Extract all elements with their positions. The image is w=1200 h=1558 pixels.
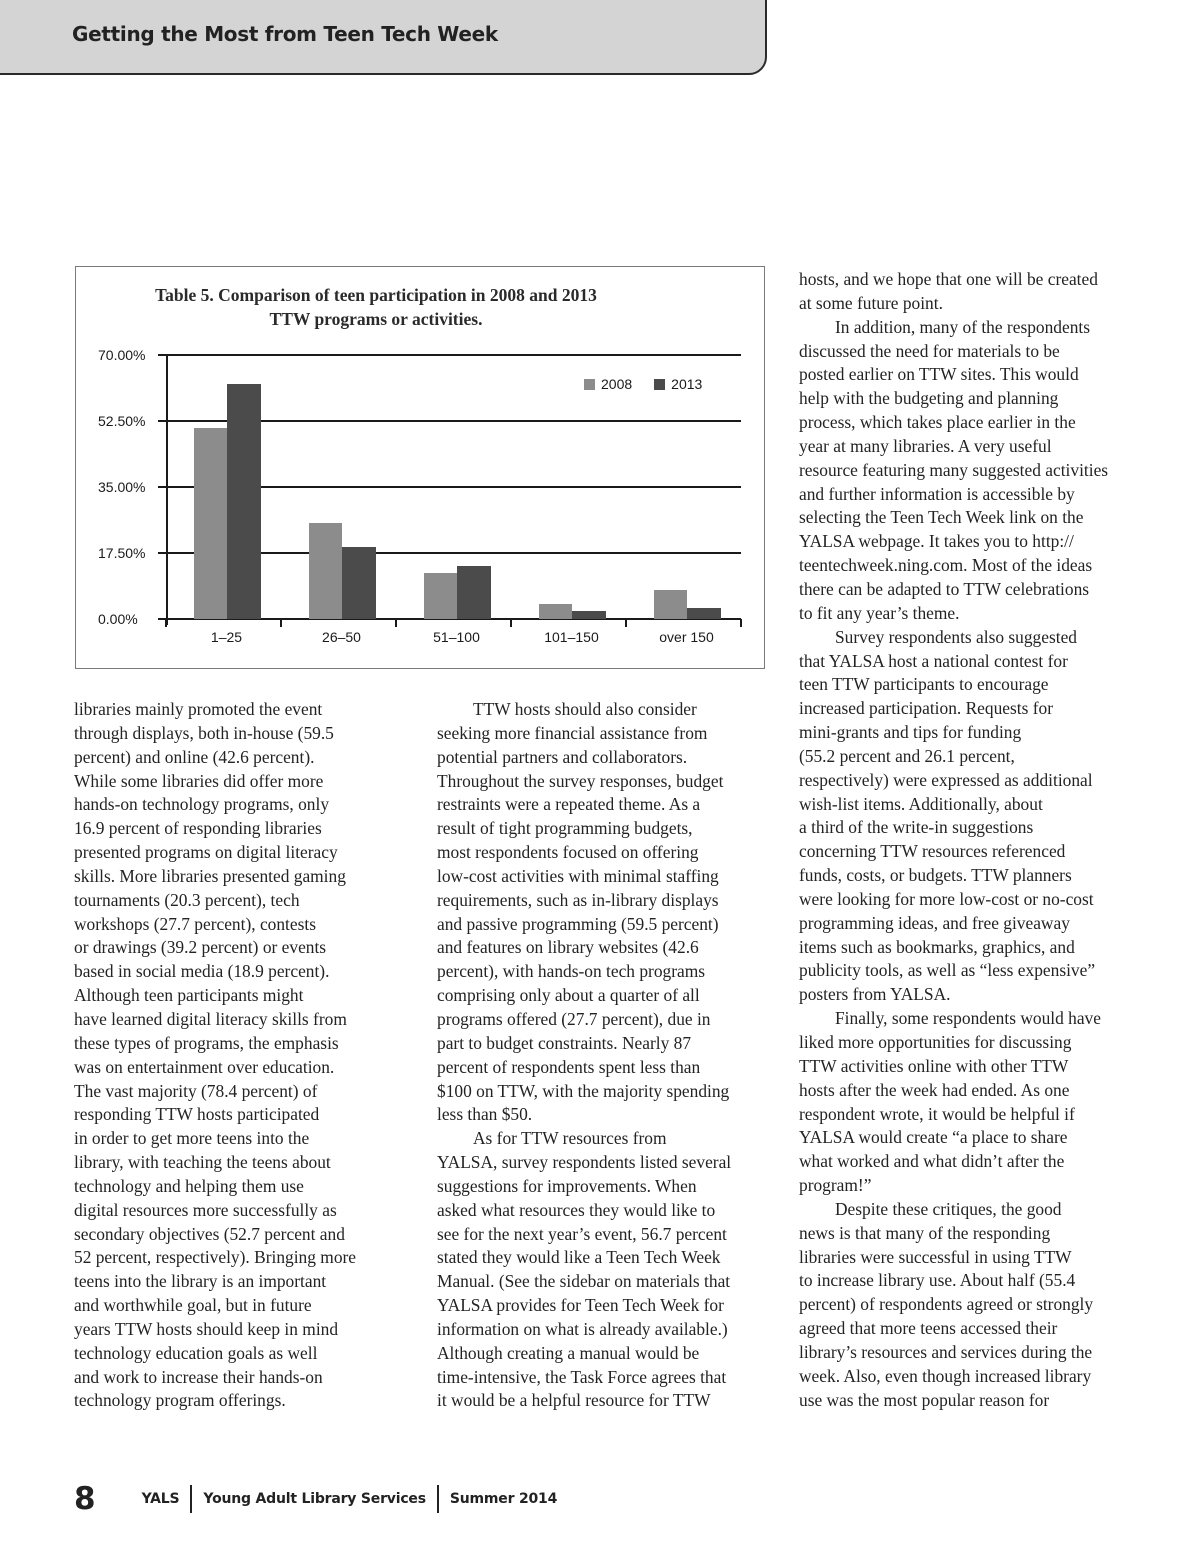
paragraph (799, 1198, 1134, 1413)
running-header-title: Getting the Most from Teen Tech Week (72, 22, 498, 46)
x-tick-label: 101–150 (544, 629, 599, 645)
legend-swatch-icon (584, 379, 595, 390)
text-line: Throughout the survey responses, budget (437, 770, 724, 791)
x-tick-mark (740, 619, 742, 627)
text-line: publicity tools, as well as “less expensive” (799, 960, 1096, 981)
text-line: Manual. (See the sidebar on materials that (437, 1271, 731, 1292)
footer-divider (190, 1485, 192, 1513)
text-line: TTW hosts should also consider (473, 699, 697, 719)
text-line: and passive programming (59.5 percent) (437, 913, 719, 934)
bar-2013-2 (457, 566, 491, 619)
text-line: see for the next year’s event, 56.7 percent (437, 1223, 727, 1244)
text-line: potential partners and collaborators. (437, 746, 688, 767)
text-line: Finally, some respondents would have (835, 1008, 1101, 1029)
text-column-3 (799, 268, 1134, 1413)
text-line: technology and helping them use (74, 1175, 304, 1196)
text-line: items such as bookmarks, graphics, and (799, 936, 1075, 957)
text-column-2 (437, 698, 767, 1413)
text-line: percent) and online (42.6 percent). (74, 746, 315, 767)
text-line: were looking for more low-cost or no-cost (799, 888, 1094, 909)
page-footer (74, 1481, 558, 1517)
text-line: While some libraries did offer more (74, 770, 324, 791)
text-line: information on what is already available.) (437, 1318, 728, 1339)
text-line: and features on library websites (42.6 (437, 937, 699, 958)
text-line: presented programs on digital literacy (74, 842, 338, 863)
text-line: or drawings (39.2 percent) or events (74, 937, 327, 958)
y-tick-label: 70.00% (98, 347, 146, 363)
chart-figure (75, 266, 765, 669)
text-line: and further information is accessible by (799, 483, 1075, 504)
paragraph (74, 698, 404, 1413)
text-line: years TTW hosts should keep in mind (74, 1318, 339, 1339)
text-line: mini-grants and tips for funding (799, 722, 1022, 743)
text-line: comprising only about a quarter of all (437, 985, 700, 1006)
text-line: 16.9 percent of responding libraries (74, 818, 322, 839)
text-line: wish-list items. Additionally, about (799, 793, 1043, 814)
chart-title (76, 283, 766, 331)
text-line: what worked and what didn’t after the (799, 1151, 1065, 1172)
text-line: $100 on TTW, with the majority spending (437, 1080, 730, 1101)
text-line: Despite these critiques, the good (835, 1198, 1062, 1219)
text-line: less than $50. (437, 1104, 533, 1125)
text-line: YALSA webpage. It takes you to http:// (799, 531, 1074, 552)
text-column-1 (74, 698, 404, 1413)
x-tick-label: 26–50 (322, 629, 361, 645)
bar-2008-3 (539, 604, 572, 619)
text-line: stated they would like a Teen Tech Week (437, 1247, 721, 1268)
text-line: percent of respondents spent less than (437, 1056, 701, 1077)
text-line: low-cost activities with minimal staffing (437, 865, 719, 886)
legend-item-2013 (654, 376, 702, 392)
text-line: seeking more financial assistance from (437, 722, 708, 743)
paragraph (799, 268, 1134, 316)
x-tick-mark (625, 619, 627, 627)
text-line: percent) of respondents agreed or strongly (799, 1294, 1094, 1315)
text-line: library, with teaching the teens about (74, 1152, 331, 1173)
text-line: there can be adapted to TTW celebrations (799, 578, 1090, 599)
text-line: respectively) were expressed as additional (799, 769, 1093, 790)
text-line: to fit any year’s theme. (799, 602, 960, 623)
bar-2013-0 (227, 384, 261, 619)
text-line: YALSA provides for Teen Tech Week for (437, 1295, 724, 1316)
text-line: have learned digital literacy skills from (74, 1008, 347, 1029)
text-line: suggestions for improvements. When (437, 1175, 697, 1196)
text-line: In addition, many of the respondents (835, 316, 1091, 337)
footer-divider (437, 1485, 439, 1513)
text-line: technology education goals as well (74, 1342, 318, 1363)
y-tick-label: 52.50% (98, 413, 146, 429)
text-line: funds, costs, or budgets. TTW planners (799, 865, 1072, 886)
y-tick-mark (158, 552, 166, 554)
x-tick-mark (165, 619, 167, 627)
text-line: that YALSA host a national contest for (799, 650, 1068, 671)
text-line: help with the budgeting and planning (799, 388, 1059, 409)
text-line: it would be a helpful resource for TTW (437, 1390, 711, 1411)
text-line: libraries mainly promoted the event (74, 699, 323, 719)
text-line: increased participation. Requests for (799, 698, 1054, 719)
text-line: Although creating a manual would be (437, 1342, 700, 1363)
text-line: process, which takes place earlier in the (799, 412, 1076, 433)
text-line: discussed the need for materials to be (799, 340, 1060, 361)
x-tick-mark (510, 619, 512, 627)
text-line: based in social media (18.9 percent). (74, 961, 330, 982)
y-tick-mark (158, 486, 166, 488)
text-line: concerning TTW resources referenced (799, 841, 1066, 862)
y-axis (166, 355, 168, 625)
text-line: year at many libraries. A very useful (799, 435, 1052, 456)
text-line: skills. More libraries presented gaming (74, 865, 346, 886)
text-line: secondary objectives (52.7 percent and (74, 1223, 345, 1244)
text-line: respondent wrote, it would be helpful if (799, 1103, 1075, 1124)
text-line: through displays, both in-house (59.5 (74, 722, 334, 743)
bar-2008-0 (194, 428, 227, 619)
x-tick-label: 1–25 (210, 629, 243, 645)
text-line: hands-on technology programs, only (74, 794, 330, 815)
legend-label: 2008 (601, 376, 633, 392)
legend-swatch-icon (654, 379, 665, 390)
text-line: hosts after the week had ended. As one (799, 1079, 1070, 1100)
text-line: library’s resources and services during the (799, 1341, 1093, 1362)
text-line: percent), with hands-on tech programs (437, 961, 706, 982)
text-line: selecting the Teen Tech Week link on the (799, 507, 1084, 528)
x-tick-mark (280, 619, 282, 627)
issue-date: Summer 2014 (449, 1491, 558, 1507)
gridline (166, 354, 741, 356)
text-line: teentechweek.ning.com. Most of the ideas (799, 555, 1093, 576)
text-line: resource featuring many suggested activities (799, 459, 1109, 480)
text-line: 52 percent, respectively). Bringing more (74, 1247, 357, 1268)
text-line: agreed that more teens accessed their (799, 1318, 1058, 1339)
text-line: hosts, and we hope that one will be created (799, 269, 1098, 289)
chart-title-line-1: Table 5. Comparison of teen participation in 2008 and 2013 (155, 285, 597, 305)
chart-plot-area (98, 347, 741, 645)
legend-item-2008 (584, 376, 632, 392)
text-line: posted earlier on TTW sites. This would (799, 364, 1079, 385)
bar-2013-3 (572, 611, 606, 619)
text-line: programs offered (27.7 percent), due in (437, 1008, 711, 1029)
chart-legend (584, 376, 702, 392)
text-line: to increase library use. About half (55.4 (799, 1270, 1076, 1291)
text-line: TTW activities online with other TTW (799, 1055, 1069, 1076)
text-line: most respondents focused on offering (437, 842, 699, 863)
text-line: Although teen participants might (74, 985, 304, 1006)
text-line: Survey respondents also suggested (835, 626, 1077, 647)
text-line: in order to get more teens into the (74, 1128, 310, 1149)
chart-title-line-2: TTW programs or activities. (269, 309, 483, 329)
text-line: use was the most popular reason for (799, 1389, 1050, 1410)
text-line: was on entertainment over education. (74, 1056, 335, 1077)
text-line: (55.2 percent and 26.1 percent, (799, 745, 1015, 766)
text-line: and worthwhile goal, but in future (74, 1295, 312, 1316)
text-line: teens into the library is an important (74, 1271, 327, 1292)
text-line: restraints were a repeated theme. As a (437, 794, 701, 815)
text-line: part to budget constraints. Nearly 87 (437, 1032, 692, 1053)
text-line: The vast majority (78.4 percent) of (74, 1080, 318, 1101)
bar-2008-1 (309, 523, 342, 619)
text-line: time-intensive, the Task Force agrees that (437, 1366, 727, 1387)
text-line: program!” (799, 1175, 872, 1196)
bar-2008-2 (424, 573, 457, 619)
x-tick-label: 51–100 (433, 629, 480, 645)
text-line: asked what resources they would like to (437, 1199, 716, 1220)
text-line: a third of the write-in suggestions (799, 817, 1034, 838)
paragraph (437, 1127, 767, 1413)
paragraph (799, 1007, 1134, 1198)
text-line: at some future point. (799, 292, 943, 313)
bar-2013-1 (342, 547, 376, 619)
text-line: digital resources more successfully as (74, 1199, 337, 1220)
text-line: news is that many of the responding (799, 1222, 1051, 1243)
text-line: liked more opportunities for discussing (799, 1032, 1072, 1052)
text-line: teen TTW participants to encourage (799, 674, 1049, 695)
y-tick-label: 17.50% (98, 545, 146, 561)
text-line: YALSA, survey respondents listed several (437, 1152, 732, 1173)
text-line: posters from YALSA. (799, 984, 951, 1005)
text-line: YALSA would create “a place to share (799, 1127, 1068, 1148)
text-line: responding TTW hosts participated (74, 1104, 320, 1125)
paragraph (799, 626, 1134, 1008)
text-line: programming ideas, and free giveaway (799, 912, 1070, 933)
page-number: 8 (74, 1481, 96, 1517)
text-line: and work to increase their hands-on (74, 1366, 323, 1387)
text-line: As for TTW resources from (473, 1128, 667, 1149)
journal-abbreviation: YALS (141, 1491, 180, 1507)
text-line: week. Also, even though increased library (799, 1365, 1092, 1386)
text-line: requirements, such as in-library displays (437, 889, 719, 910)
y-tick-label: 0.00% (98, 611, 138, 627)
text-line: technology program offerings. (74, 1390, 286, 1411)
y-tick-mark (158, 354, 166, 356)
text-line: result of tight programming budgets, (437, 818, 693, 839)
paragraph (437, 698, 767, 1127)
journal-name: Young Adult Library Services (203, 1491, 426, 1507)
x-tick-mark (395, 619, 397, 627)
text-line: tournaments (20.3 percent), tech (74, 889, 300, 910)
text-line: libraries were successful in using TTW (799, 1246, 1072, 1267)
text-line: these types of programs, the emphasis (74, 1032, 339, 1053)
legend-label: 2013 (671, 376, 703, 392)
text-line: workshops (27.7 percent), contests (74, 913, 316, 934)
bar-2008-4 (654, 590, 687, 619)
bar-2013-4 (687, 608, 721, 619)
y-tick-mark (158, 420, 166, 422)
y-tick-label: 35.00% (98, 479, 146, 495)
x-tick-label: over 150 (659, 629, 714, 645)
paragraph (799, 316, 1134, 626)
